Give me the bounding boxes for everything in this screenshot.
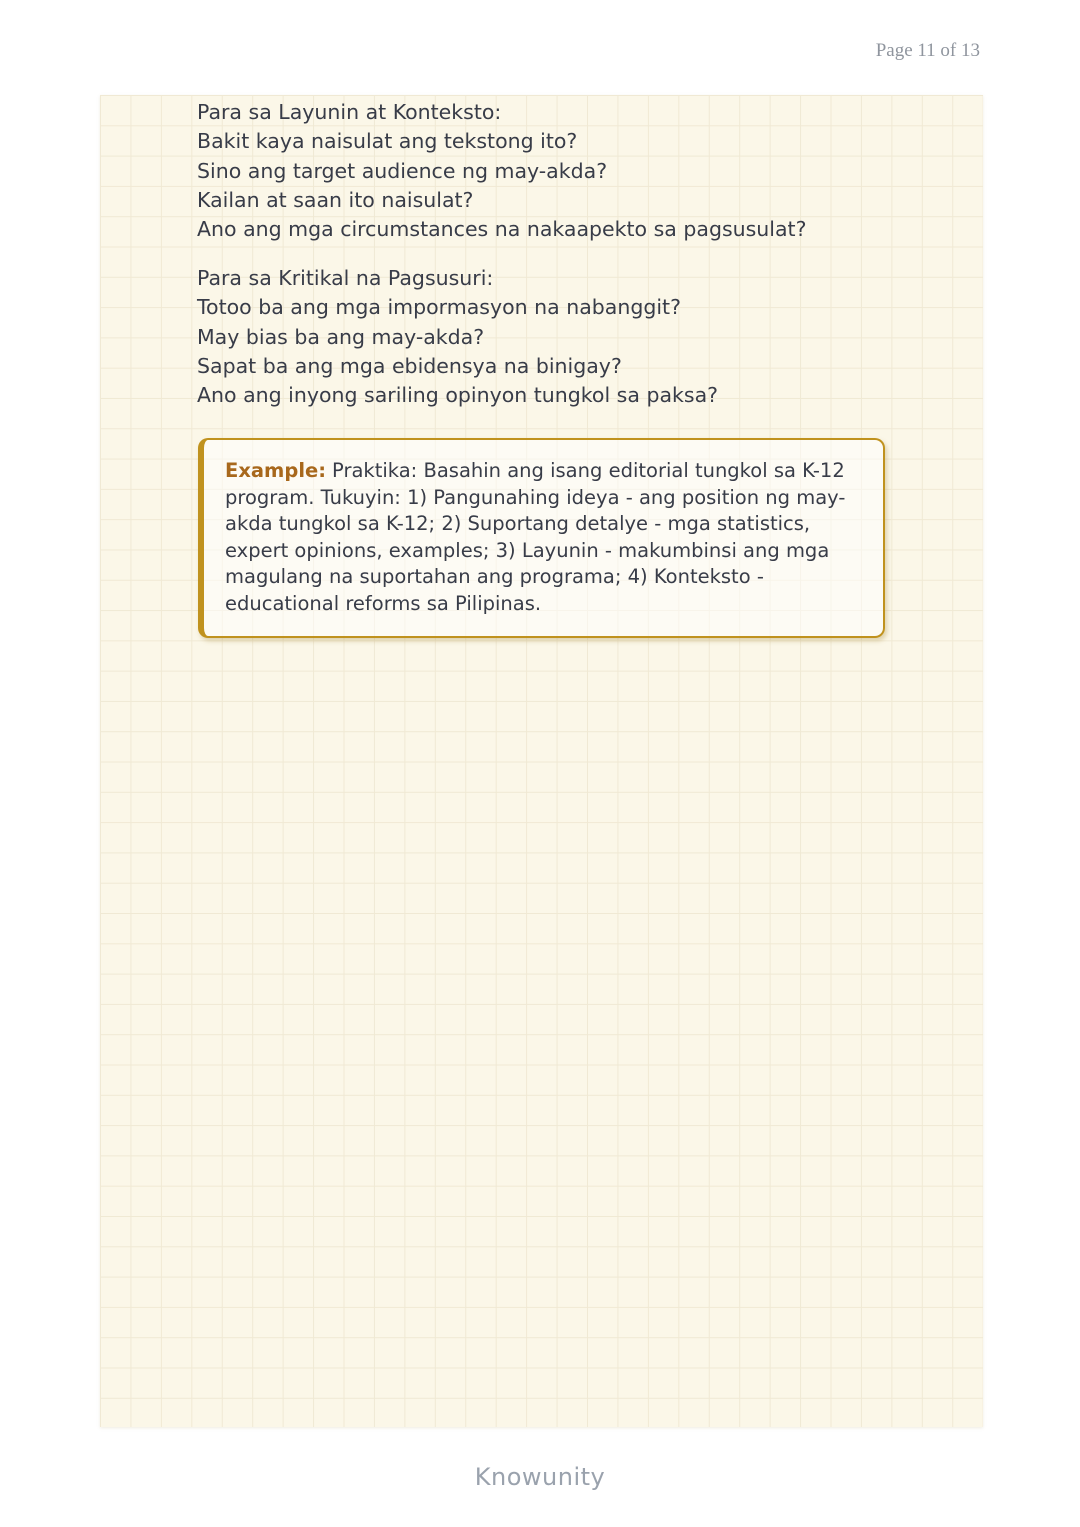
example-body-text: Praktika: Basahin ang isang editorial tungkol sa K-12 program. Tukuyin: 1) Pangunahing ideya - ang position ng may-akda tungkol sa K-12; 2) Suportang detalye - mga statistics, expert opinions, examples; 3) Layunin - makumbinsi ang mga magulang na suportahan ang programa; 4) Konteksto - educational reforms sa Pilipinas. (225, 459, 846, 615)
question-line: Ano ang mga circumstances na nakaapekto sa pagsusulat? (197, 217, 807, 242)
question-line: Totoo ba ang mga impormasyon na nabanggit? (197, 295, 681, 320)
page-indicator: Page 11 of 13 (875, 40, 980, 61)
knowunity-brand-footer: Knowunity (474, 1463, 606, 1491)
question-line: Ano ang inyong sariling opinyon tungkol sa paksa? (197, 383, 719, 408)
example-label: Example: (225, 459, 327, 482)
section-kritikal-na-pagsusuri (197, 264, 953, 410)
notebook-paper (100, 95, 983, 1427)
question-line: Bakit kaya naisulat ang tekstong ito? (197, 129, 578, 154)
question-line: Kailan at saan ito naisulat? (197, 187, 474, 212)
question-line: Sino ang target audience ng may-akda? (197, 158, 608, 183)
question-line: May bias ba ang may-akda? (197, 324, 485, 349)
section-layunin-at-konteksto (197, 98, 953, 244)
example-callout-box (198, 438, 885, 638)
section-heading: Para sa Kritikal na Pagsusuri: (197, 266, 494, 290)
question-line: Sapat ba ang mga ebidensya na binigay? (197, 353, 622, 378)
section-heading: Para sa Layunin at Konteksto: (197, 100, 502, 124)
